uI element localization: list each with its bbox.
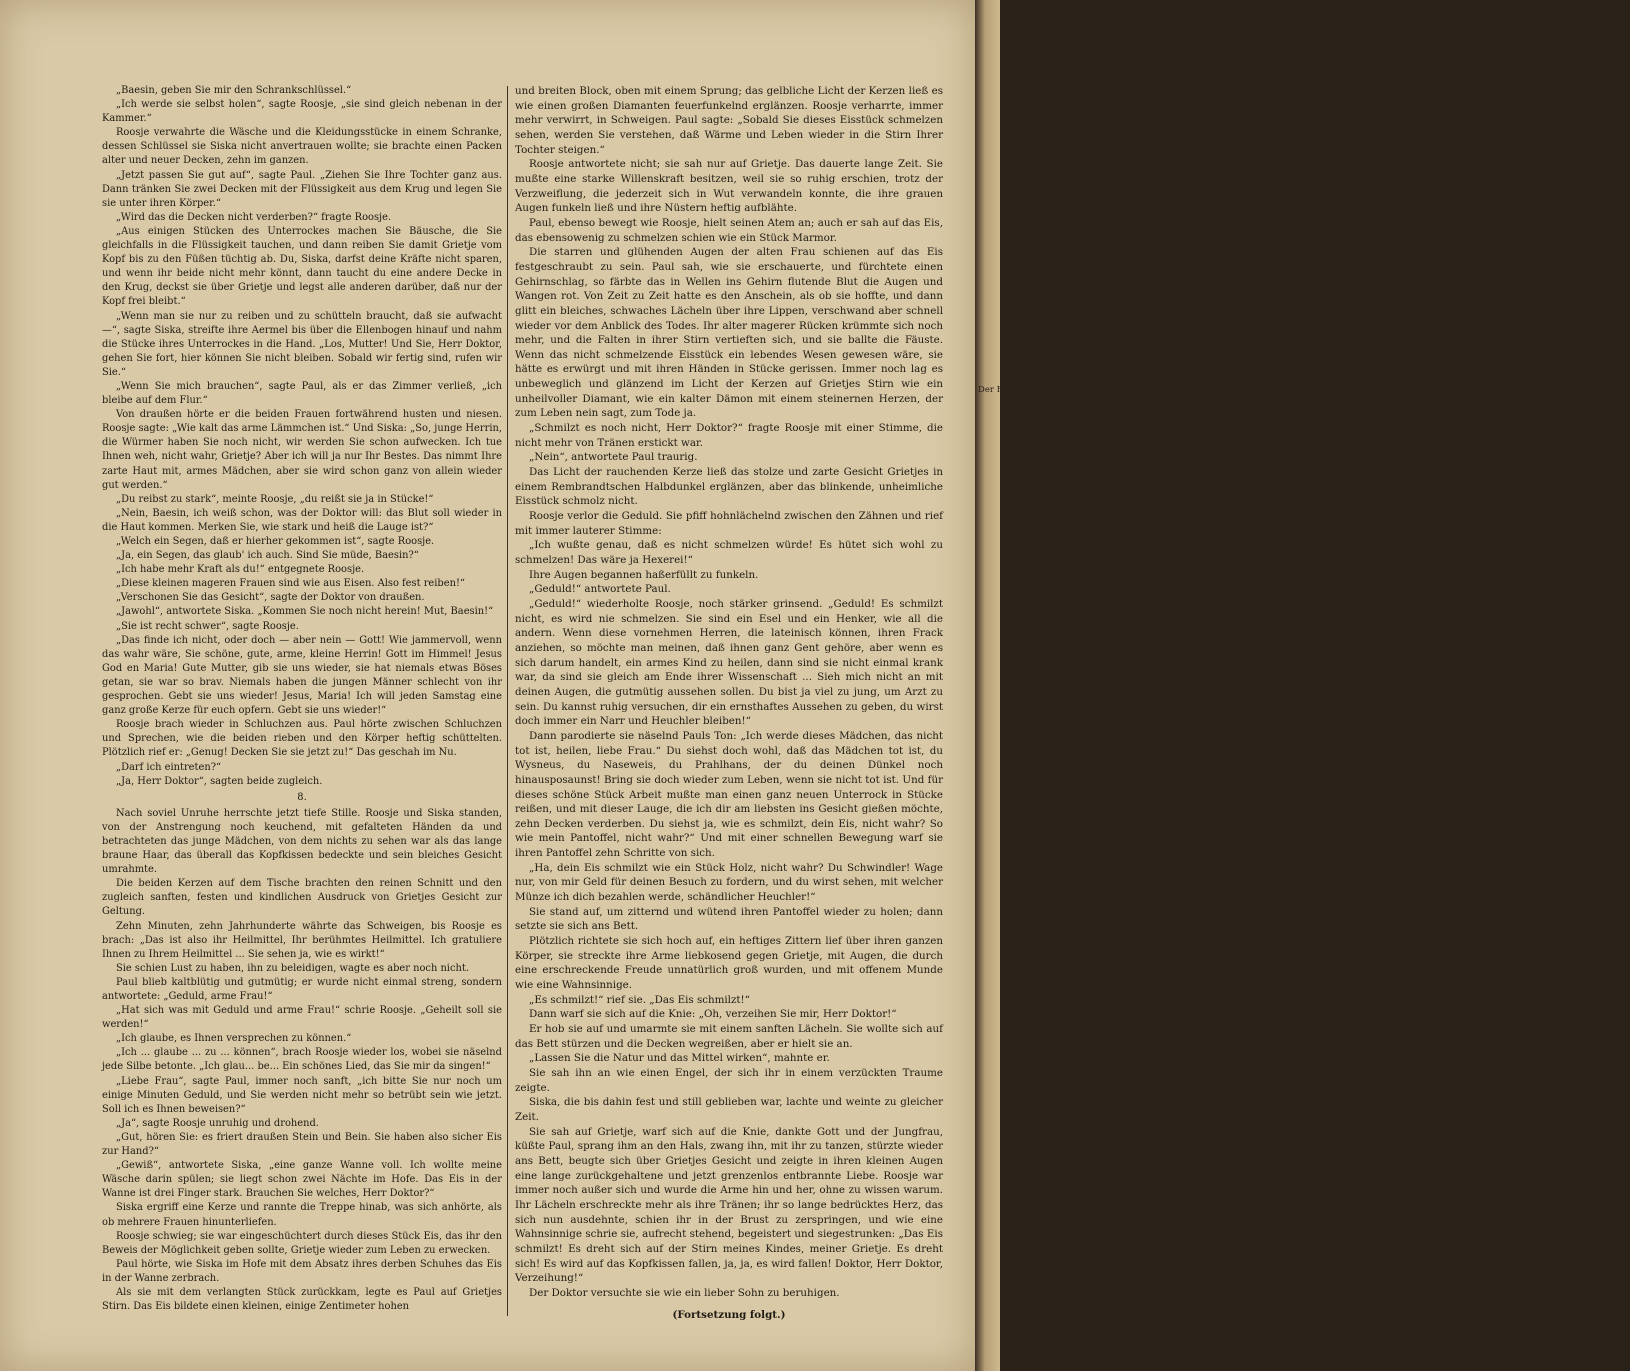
text-column-right [515,84,943,1323]
paragraph: Das Licht der rauchenden Kerze ließ das stolze und zarte Gesicht Grietjes in einem Rembrandtschen Halbdunkel erglänzen, aber das blinkende, unheimliche Eisstück schmolz nicht. [515,466,943,508]
paragraph: Siska, die bis dahin fest und still geblieben war, lachte und weinte zu gleicher Zeit. [515,1096,943,1123]
adjacent-page-fragments: Der F| nen| verfolge| Steuer| ein Fisk| mus| gefo| deal| Als| ve| Po| Borge| Bü| be| Ja| Un| Gr| in| die| Va| 10| Vor| Hat| jes| Si| en| ve| De| th| Se| Ho| Mo [978,385,1630,395]
paragraph: Paul hörte, wie Siska im Hofe mit dem Absatz ihres derben Schuhes das Eis in der Wanne zerbrach. [102,1258,502,1284]
continued-notice: (Fortsetzung folgt.) [672,1309,786,1322]
paragraph: „Geduld!“ wiederholte Roosje, noch stärker grinsend. „Geduld! Es schmilzt nicht, es wird nie schmelzen. Sie sind ein Esel und ein Henker, wie all die andern. Wenn diese vornehmen Herren, die lateinisch können, ihren Frack anziehen, so möchte man meinen, daß ihnen ganz Gent gehöre, aber wenn es sich darum handelt, ein armes Kind zu heilen, dann sind sie nicht einmal krank war, da sind sie gleich am Ende ihrer Wissenschaft ... Sieh mich nicht an mit deinen Augen, die gutmütig aussehen sollen. Du bist ja viel zu jung, um Arzt zu sein. Du kannst ruhig versuchen, dir ein ernsthaftes Aussehen zu geben, du wirst doch immer ein Narr und Heuchler bleiben!“ [515,597,943,728]
paragraph: „Lassen Sie die Natur und das Mittel wirken“, mahnte er. [529,1052,830,1065]
paragraph: „Ha, dein Eis schmilzt wie ein Stück Holz, nicht wahr? Du Schwindler! Wage nur, von mir Geld für deinen Besuch zu fordern, und du wirst sehen, mit welcher Münze ich dich bezahlen werde, schändlicher Heuchler!“ [515,861,943,904]
paragraph: Nach soviel Unruhe herrschte jetzt tiefe Stille. Roosje und Siska standen, von der Anstrengung noch keuchend, mit gefalteten Händen da und betrachteten das junge Mädchen, von dem nichts zu sehen war als das lange braune Haar, das überall das Kopfkissen bedeckte und sein bleiches Gesicht umrahmte. [102,807,502,876]
paragraph: Roosje brach wieder in Schluchzen aus. Paul hörte zwischen Schluchzen und Sprechen, wie die beiden rieben und den Körper heftig schüttelten. Plötzlich rief er: „Genug! Decken Sie sie jetzt zu!“ Das geschah im Nu. [102,719,502,759]
paragraph: Der Doktor versuchte sie wie ein lieber Sohn zu beruhigen. [529,1286,840,1299]
paragraph: Die beiden Kerzen auf dem Tische brachten den reinen Schnitt und den zugleich sanften, festen und kindlichen Ausdruck von Grietjes Gesicht zur Geltung. [102,878,502,918]
paragraph: „Aus einigen Stücken des Unterrockes machen Sie Bäusche, die Sie gleichfalls in die Flüssigkeit tauchen, und dann reiben Sie damit Grietje vom Kopf bis zu den Füßen tüchtig ab. Du, Siska, darfst deine Kräfte nicht sparen, und wenn ihr beide nicht mehr könnt, dann taucht du eine andere Decke in den Krug, deckst sie über Grietje und legst alle anderen darüber, daß nur der Kopf frei bleibt.“ [102,225,502,308]
paragraph: Sie sah ihn an wie einen Engel, der sich ihr in einem verzückten Traume zeigte. [515,1066,943,1094]
paragraph: Roosje verwahrte die Wäsche und die Kleidungsstücke in einem Schranke, dessen Schlüssel sie Siska nicht anvertrauen wollte; sie brachte einen Packen alter und neuer Decken, zehn im ganzen. [102,127,502,167]
paragraph: Paul blieb kaltblütig und gutmütig; er wurde nicht einmal streng, sondern antwortete: „Geduld, arme Frau!“ [102,976,502,1002]
paragraph: „Ich werde sie selbst holen“, sagte Roosje, „sie sind gleich nebenan in der Kammer.“ [102,99,502,125]
paragraph: „Ich ... glaube ... zu ... können“, brach Roosje wieder los, wobei sie näselnd jede Silbe betonte. „Ich glau... be... Ein schönes Lied, das Sie mir da singen!“ [102,1047,502,1073]
paragraph: „Du reibst zu stark“, meinte Roosje, „du reißt sie ja in Stücke!“ [116,493,434,505]
paragraph: Sie schien Lust zu haben, ihn zu beleidigen, wagte es aber noch nicht. [116,962,469,974]
paragraph: „Baesin, geben Sie mir den Schrankschlüssel.“ [116,85,352,96]
paragraph: „Wenn Sie mich brauchen“, sagte Paul, als er das Zimmer verließ, „ich bleibe auf dem Flur.“ [102,380,502,407]
paragraph: und breiten Block, oben mit einem Sprung; das gelbliche Licht der Kerzen ließ es wie einen großen Diamanten feuerfunkelnd erglänzen. Roosje verharrte, immer mehr verwirrt, in Schweigen. Paul sagte: „Sobald Sie dieses Eisstück schmelzen sehen, werden Sie verstehen, daß Wärme und Leben wieder in die Stirn Ihrer Tochter steigen.“ [515,85,943,156]
paragraph: „Diese kleinen mageren Frauen sind wie aus Eisen. Also fest reiben!“ [116,578,465,590]
paragraph: „Nein, Baesin, ich weiß schon, was der Doktor will: das Blut soll wieder in die Haut kommen. Merken Sie, wie stark und heiß die Lauge ist?“ [102,507,502,533]
paragraph: „Jetzt passen Sie gut auf“, sagte Paul. „Ziehen Sie Ihre Tochter ganz aus. Dann tränken Sie zwei Decken mit der Flüssigkeit aus dem Krug und legen Sie sie unter ihren Körper.“ [102,169,502,209]
paragraph: Paul, ebenso bewegt wie Roosje, hielt seinen Atem an; auch er sah auf das Eis, das ebensowenig zu schmelzen schien wie ein Stück Marmor. [515,216,943,244]
paragraph: Dann warf sie sich auf die Knie: „Oh, verzeihen Sie mir, Herr Doktor!“ [529,1008,897,1021]
paragraph: Er hob sie auf und umarmte sie mit einem sanften Lächeln. Sie wollte sich auf das Bett stürzen und die Decken wegreißen, aber er hielt sie an. [515,1023,943,1050]
paragraph: „Wird das die Decken nicht verderben?“ fragte Roosje. [116,211,392,223]
paragraph: Die starren und glühenden Augen der alten Frau schienen auf das Eis festgeschraubt zu sein. Paul sah, wie sie erschauerte, und fürchtete einen Gehirnschlag, so färbte das in Wellen ins Gehirn flutende Blut die Augen und Wangen rot. Von Zeit zu Zeit hatte es den Anschein, als ob sie hoffte, und dann glitt ein bleiches, schwaches Lächeln über ihre Lippen, verschwand aber schnell wieder vor dem Anblick des Todes. Ihr alter magerer Rücken krümmte sich noch mehr, und die Falten in ihrer Stirn vertieften sich, und sie ballte die Fäuste. Wenn das nicht schmelzende Eisstück ein lebendes Wesen gewesen wäre, sie hätte es erwürgt und mit ihren Händen in Stücke gerissen. Immer noch lag es unbeweglich und glänzend im Licht der Kerzen auf Grietjes Stirn wie ein unheilvoller Diamant, wie ein kalter Dämon mit einem steinernen Herzen, der zum Leben nein sagt, zum Tode ja. [515,246,943,420]
paragraph: „Es schmilzt!“ rief sie. „Das Eis schmilzt!“ [529,993,750,1006]
paragraph: Ihre Augen begannen haßerfüllt zu funkeln. [529,568,759,581]
paragraph: Zehn Minuten, zehn Jahrhunderte währte das Schweigen, bis Roosje es brach: „Das ist also ihr Heilmittel, Ihr berühmtes Heilmittel. Ich gratuliere Ihnen zu Ihrem Heilmittel ... Sie sehen ja, wie es wirkt!“ [102,920,502,960]
paragraph: Roosje verlor die Geduld. Sie pfiff hohnlächelnd zwischen den Zähnen und rief mit immer lauterer Stimme: [515,510,943,537]
paragraph: „Hat sich was mit Geduld und arme Frau!“ schrie Roosje. „Geheilt soll sie werden!“ [102,1005,502,1031]
paragraph: „Ja“, sagte Roosje unruhig und drohend. [116,1117,319,1129]
column-divider [507,86,508,1316]
paragraph: Roosje schwieg; sie war eingeschüchtert durch dieses Stück Eis, das ihr den Beweis der Möglichkeit geben sollte, Grietje wieder zum Leben zu erwecken. [102,1230,502,1256]
paragraph: Dann parodierte sie näselnd Pauls Ton: „Ich werde dieses Mädchen, das nicht tot ist, heilen, liebe Frau.“ Du siehst doch wohl, daß das Mädchen tot ist, du Wysneus, du Naseweis, du Prahlhans, der du deinen Dünkel noch hinausposaunst! Bring sie doch wieder zum Leben, wenn sie nicht tot ist. Und für dieses schöne Stück Arbeit mußte man einen ganz neuen Unterrock in Stücke reißen, und mit dieser Lauge, die ich dir am liebsten ins Gesicht gießen möchte, zehn Decken verderben. Du siehst ja, wie es schmilzt, dein Eis, nicht wahr? So wie mein Pantoffel, nicht wahr?“ Und mit einer schnellen Bewegung warf sie ihren Pantoffel zehn Schritte von sich. [515,729,943,860]
paragraph: „Sie ist recht schwer“, sagte Roosje. [116,620,299,632]
paragraph: Siska ergriff eine Kerze und rannte die Treppe hinab, was sich anhörte, als ob mehrere Frauen hinunterliefen. [102,1202,502,1228]
chapter-number: 8. [297,791,307,803]
paragraph: „Schmilzt es noch nicht, Herr Doktor?“ fragte Roosje mit einer Stimme, die nicht mehr von Tränen erstickt war. [515,422,943,449]
adjacent-page-edge [975,0,1630,1371]
paragraph: „Welch ein Segen, daß er hierher gekommen ist“, sagte Roosje. [116,536,435,547]
paragraph: „Das finde ich nicht, oder doch — aber nein — Gott! Wie jammervoll, wenn das wahr wäre, Sie schöne, gute, arme, kleine Herrin! Gott im Himmel! Jesus God en Maria! Gute Mutter, gib sie uns wieder, sie hat niemals etwas Böses getan, sie war so brav. Niemals haben die jungen Männer schlecht von ihr gesprochen. Gebt sie uns wieder! Jesus, Maria! Ich will jeden Samstag eine ganz große Kerze für euch opfern. Gebt sie uns wieder!“ [102,634,502,717]
paragraph: Von draußen hörte er die beiden Frauen fortwährend husten und niesen. Roosje sagte: „Wie kalt das arme Lämmchen ist.“ Und Siska: „So, junge Herrin, die Würmer haben Sie noch nicht, wir werden Sie schon aufwecken. Ich tue Ihnen weh, nicht wahr, Grietje? Aber ich will ja nur Ihr Bestes. Das nimmt Ihre zarte Haut mit, armes Mädchen, aber sie wird schon ganz von allein wieder gut werden.“ [102,409,502,491]
paragraph: „Nein“, antwortete Paul traurig. [529,451,698,464]
paragraph: „Gewiß“, antwortete Siska, „eine ganze Wanne voll. Ich wollte meine Wäsche darin spülen; sie liegt schon zwei Nächte im Hofe. Das Eis in der Wanne ist drei Finger stark. Brauchen Sie welches, Herr Doktor?“ [102,1160,502,1200]
paragraph: „Gut, hören Sie: es friert draußen Stein und Bein. Sie haben also sicher Eis zur Hand?“ [102,1131,502,1158]
paragraph: „Ja, Herr Doktor“, sagten beide zugleich. [116,775,323,787]
paragraph: Als sie mit dem verlangten Stück zurückkam, legte es Paul auf Grietjes Stirn. Das Eis bildete einen kleinen, einige Zentimeter hohen [102,1286,502,1313]
paragraph: „Wenn man sie nur zu reiben und zu schütteln braucht, daß sie aufwacht —“, sagte Siska, streifte ihre Aermel bis über die Ellenbogen hinauf und nahm die Stücke ihres Unterrockes in die Hand. „Los, Mutter! Und Sie, Herr Doktor, gehen Sie fort, hier können Sie nicht bleiben. Sobald wir fertig sind, rufen wir Sie.“ [102,310,502,378]
paragraph: „Geduld!“ antwortete Paul. [529,583,671,596]
paragraph: „Ich habe mehr Kraft als du!“ entgegnete Roosje. [116,564,365,576]
paragraph: „Ja, ein Segen, das glaub' ich auch. Sind Sie müde, Baesin?“ [116,550,419,562]
paragraph: Roosje antwortete nicht; sie sah nur auf Grietje. Das dauerte lange Zeit. Sie mußte eine starke Willenskraft besitzen, weil sie so ruhig erschien, trotz der Verzweiflung, die jederzeit sich in Wut verwandeln konnte, die ihre grauen Augen funkeln ließ und ihre Nüstern heftig aufblähte. [515,158,943,215]
paragraph: Sie stand auf, um zitternd und wütend ihren Pantoffel wieder zu holen; dann setzte sie sich ans Bett. [515,905,943,933]
paragraph: „Ich glaube, es Ihnen versprechen zu können.“ [116,1033,352,1045]
paragraph: „Verschonen Sie das Gesicht“, sagte der Doktor von draußen. [116,592,425,604]
paragraph: „Darf ich eintreten?“ [116,761,222,773]
paragraph: „Liebe Frau“, sagte Paul, immer noch sanft, „ich bitte Sie nur noch um einige Minuten Geduld, und Sie werden nicht mehr so betrübt sein wie jetzt. Soll ich es Ihnen beweisen?“ [102,1075,502,1115]
text-column-left [102,84,502,1314]
paragraph: Plötzlich richtete sie sich hoch auf, ein heftiges Zittern lief über ihren ganzen Körper, sie streckte ihre Arme liebkosend gegen Grietje, mit Augen, die durch eine erschreckende Freude unnatürlich groß wurden, und mit offenem Munde wie eine Wahnsinnige. [515,935,943,992]
paragraph: Sie sah auf Grietje, warf sich auf die Knie, dankte Gott und der Jungfrau, küßte Paul, sprang ihm an den Hals, zwang ihn, mit ihr zu tanzen, stürzte wieder ans Bett, beugte sich über Grietjes Gesicht und zeigte in ihren kleinen Augen eine lange zurückgehaltene und jetzt grenzenlos entbrannte Liebe. Roosje war immer noch außer sich und wurde die Arme hin und her, ohne zu wissen warum. Ihr Lächeln erschreckte mehr als ihre Tränen; ihr so lange bedrücktes Herz, das sich nun ausdehnte, schien ihr in der Brust zu zerspringen, und wie eine Wahnsinnige schrie sie, aufrecht stehend, begeistert und siegestrunken: „Das Eis schmilzt! Es dreht sich auf der Stirn meines Kindes, meiner Grietje. Es dreht sich! Es wird auf das Kopfkissen fallen, ja, ja, es wird fallen! Doktor, Herr Doktor, Verzeihung!“ [515,1125,943,1285]
paragraph: „Ich wußte genau, daß es nicht schmelzen würde! Es hütet sich wohl zu schmelzen! Das wäre ja Hexerei!“ [515,539,943,566]
paragraph: „Jawohl“, antwortete Siska. „Kommen Sie noch nicht herein! Mut, Baesin!“ [116,606,494,618]
